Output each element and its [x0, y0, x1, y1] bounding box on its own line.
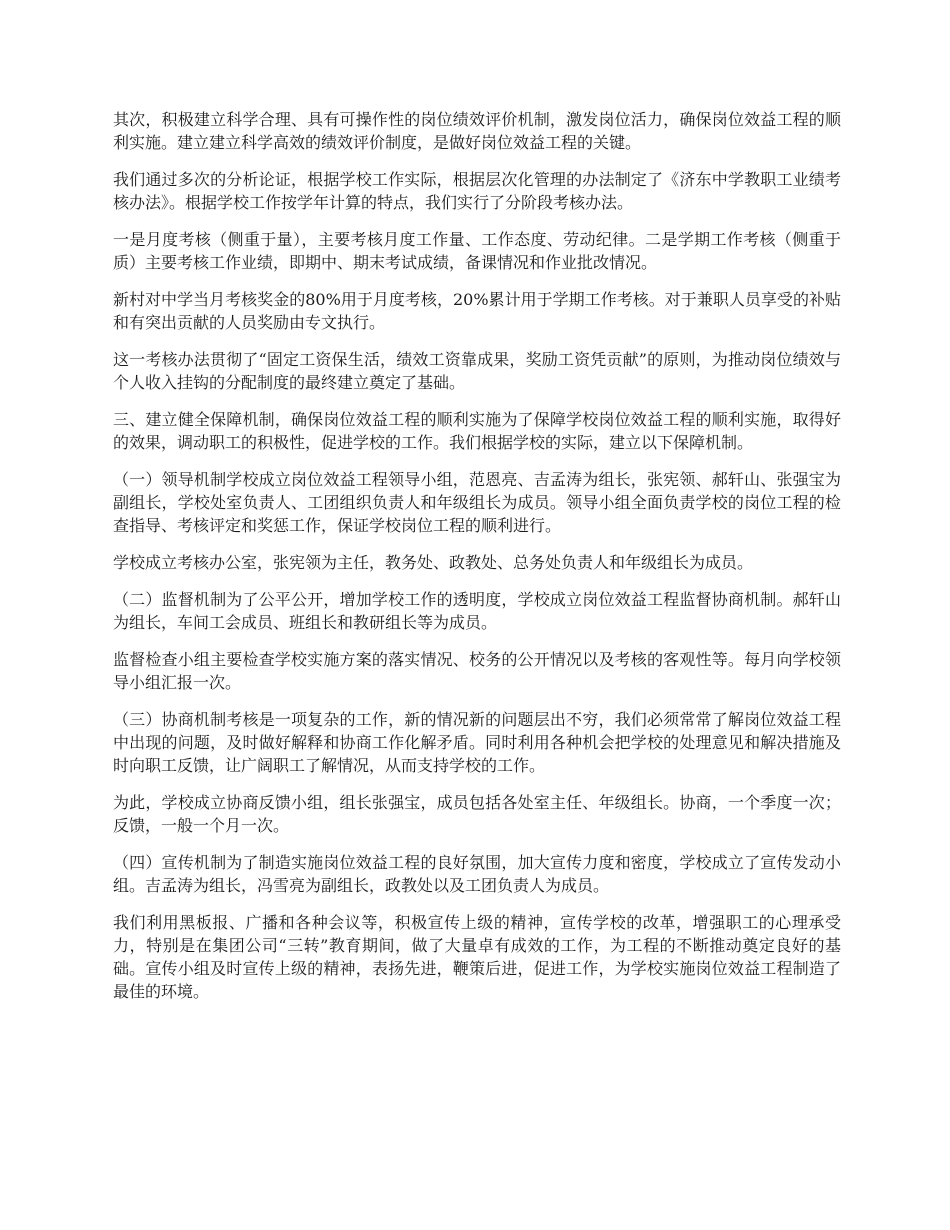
paragraph-7: （一）领导机制学校成立岗位效益工程领导小组，范恩亮、吉孟涛为组长，张宪领、郝轩山、张强宝为副组长，学校处室负责人、工团组织负责人和年级组长为成员。领导小组全面负责学校的岗位工程的检查指导、考核评定和奖惩工作，保证学校岗位工程的顺利进行。 [113, 470, 841, 535]
paragraph-5: 这一考核办法贯彻了“固定工资保生活，绩效工资靠成果，奖励工资凭贡献”的原则，为推动岗位绩效与个人收入挂钩的分配制度的最终建立奠定了基础。 [113, 350, 841, 392]
paragraph-1: 其次，积极建立科学合理、具有可操作性的岗位绩效评价机制，激发岗位活力，确保岗位效益工程的顺利实施。建立建立科学高效的绩效评价制度，是做好岗位效益工程的关键。 [113, 110, 841, 152]
paragraph-12: 为此，学校成立协商反馈小组，组长张强宝，成员包括各处室主任、年级组长。协商，一个季度一次；反馈，一般一个月一次。 [113, 793, 841, 835]
paragraph-2: 我们通过多次的分析论证，根据学校工作实际，根据层次化管理的办法制定了《济东中学教职工业绩考核办法》。根据学校工作按学年计算的特点，我们实行了分阶段考核办法。 [113, 170, 841, 212]
paragraph-8: 学校成立考核办公室，张宪领为主任，教务处、政教处、总务处负责人和年级组长为成员。 [113, 553, 754, 572]
paragraph-9: （二）监督机制为了公平公开，增加学校工作的透明度，学校成立岗位效益工程监督协商机制。郝轩山为组长，车间工会成员、班组长和教研组长等为成员。 [113, 590, 841, 632]
paragraph-3: 一是月度考核（侧重于量），主要考核月度工作量、工作态度、劳动纪律。二是学期工作考核（侧重于质）主要考核工作业绩，即期中、期末考试成绩，备课情况和作业批改情况。 [113, 230, 841, 272]
paragraph-13: （四）宣传机制为了制造实施岗位效益工程的良好氛围，加大宣传力度和密度，学校成立了宣传发动小组。吉孟涛为组长，冯雪亮为副组长，政教处以及工团负责人为成员。 [113, 853, 841, 895]
paragraph-11: （三）协商机制考核是一项复杂的工作，新的情况新的问题层出不穷，我们必须常常了解岗位效益工程中出现的问题，及时做好解释和协商工作化解矛盾。同时利用各种机会把学校的处理意见和解决措施及时向职工反馈，让广阔职工了解情况，从而支持学校的工作。 [113, 710, 841, 775]
document-body [113, 108, 841, 1017]
paragraph-10: 监督检查小组主要检查学校实施方案的落实情况、校务的公开情况以及考核的客观性等。每月向学校领导小组汇报一次。 [113, 650, 841, 692]
paragraph-4: 新村对中学当月考核奖金的80%用于月度考核，20%累计用于学期工作考核。对于兼职人员享受的补贴和有突出贡献的人员奖励由专文执行。 [113, 290, 841, 332]
paragraph-6: 三、建立健全保障机制，确保岗位效益工程的顺利实施为了保障学校岗位效益工程的顺利实施，取得好的效果，调动职工的积极性，促进学校的工作。我们根据学校的实际，建立以下保障机制。 [113, 410, 841, 452]
paragraph-14: 我们利用黑板报、广播和各种会议等，积极宣传上级的精神，宣传学校的改革，增强职工的心理承受力，特别是在集团公司“三转”教育期间，做了大量卓有成效的工作，为工程的不断推动奠定良好的基础。宣传小组及时宣传上级的精神，表扬先进，鞭策后进，促进工作，为学校实施岗位效益工程制造了最佳的环境。 [113, 913, 841, 1001]
